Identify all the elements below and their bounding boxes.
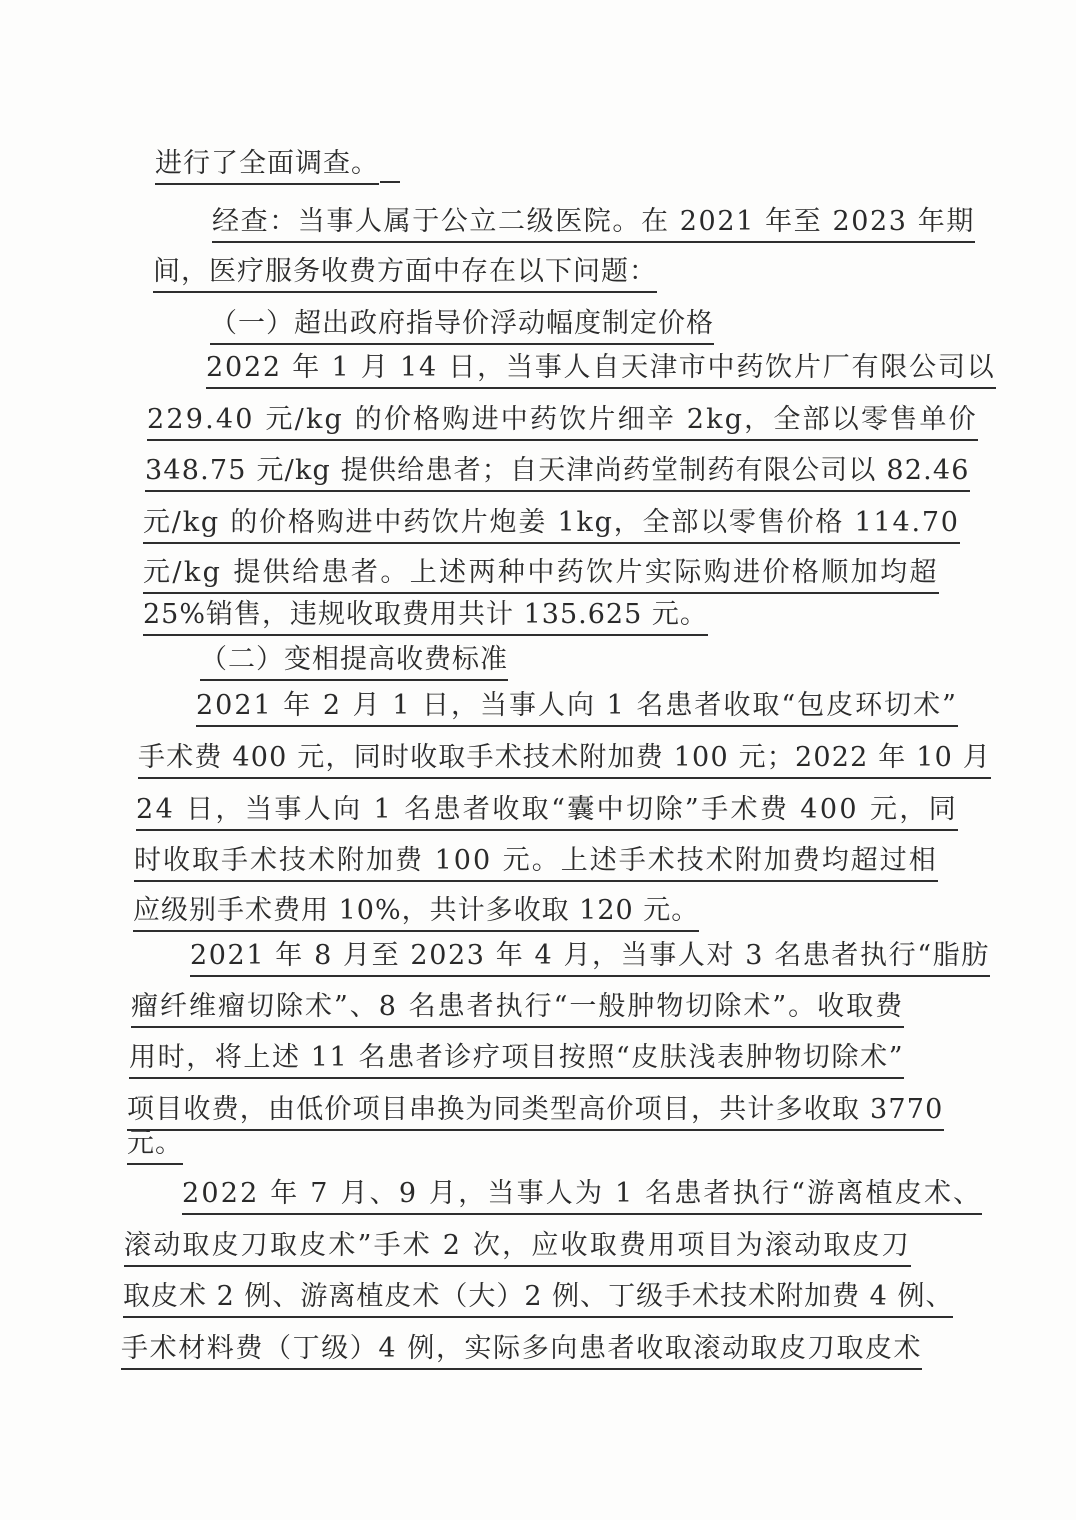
text-line: 2021 年 2 月 1 日，当事人向 1 名患者收取“包皮环切术” bbox=[196, 688, 958, 727]
section-heading: （一）超出政府指导价浮动幅度制定价格 bbox=[210, 306, 714, 345]
text-line: 348.75 元/kg 提供给患者；自天津尚药堂制药有限公司以 82.46 bbox=[145, 453, 970, 492]
text-line: 滚动取皮刀取皮术”手术 2 次，应收取费用项目为滚动取皮刀 bbox=[124, 1228, 911, 1267]
text-line: 经查：当事人属于公立二级医院。在 2021 年至 2023 年期 bbox=[212, 204, 975, 243]
text-line: 2021 年 8 月至 2023 年 4 月，当事人对 3 名患者执行“脂肪 bbox=[190, 938, 990, 977]
section-heading: （二）变相提高收费标准 bbox=[200, 642, 508, 681]
text-line: 时收取手术技术附加费 100 元。上述手术技术附加费均超过相 bbox=[134, 843, 938, 882]
text-line: 手术费 400 元，同时收取手术技术附加费 100 元；2022 年 10 月 bbox=[138, 740, 991, 779]
text-line: 用时，将上述 11 名患者诊疗项目按照“皮肤浅表肿物切除术” bbox=[129, 1040, 904, 1079]
text-line: 元/kg 的价格购进中药饮片炮姜 1kg，全部以零售价格 114.70 bbox=[143, 505, 960, 544]
text-line: 25%销售，违规收取费用共计 135.625 元。 bbox=[143, 597, 708, 636]
text-line: 进行了全面调查。 bbox=[155, 146, 379, 185]
text-line: 瘤纤维瘤切除术”、8 名患者执行“一般肿物切除术”。收取费 bbox=[131, 989, 904, 1028]
text-line: 2022 年 1 月 14 日，当事人自天津市中药饮片厂有限公司以 bbox=[206, 350, 996, 389]
text-line: 手术材料费（丁级）4 例，实际多向患者收取滚动取皮刀取皮术 bbox=[121, 1331, 922, 1370]
text-line: 项目收费，由低价项目串换为同类型高价项目，共计多收取 3770 bbox=[127, 1092, 944, 1131]
text-line: 2022 年 7 月、9 月，当事人为 1 名患者执行“游离植皮术、 bbox=[182, 1176, 982, 1215]
text-line: 应级别手术费用 10%，共计多收取 120 元。 bbox=[133, 893, 699, 932]
text-line: 间，医疗服务收费方面中存在以下问题： bbox=[153, 254, 657, 293]
text-line: 取皮术 2 例、游离植皮术（大）2 例、丁级手术技术附加费 4 例、 bbox=[123, 1279, 953, 1318]
text-line: 元。 bbox=[127, 1126, 183, 1165]
text-line: 24 日，当事人向 1 名患者收取“囊中切除”手术费 400 元，同 bbox=[136, 792, 958, 831]
text-line: 229.40 元/kg 的价格购进中药饮片细辛 2kg，全部以零售单价 bbox=[147, 402, 978, 441]
text-line: 元/kg 提供给患者。上述两种中药饮片实际购进价格顺加均超 bbox=[143, 555, 939, 594]
underline-rule bbox=[380, 181, 400, 183]
